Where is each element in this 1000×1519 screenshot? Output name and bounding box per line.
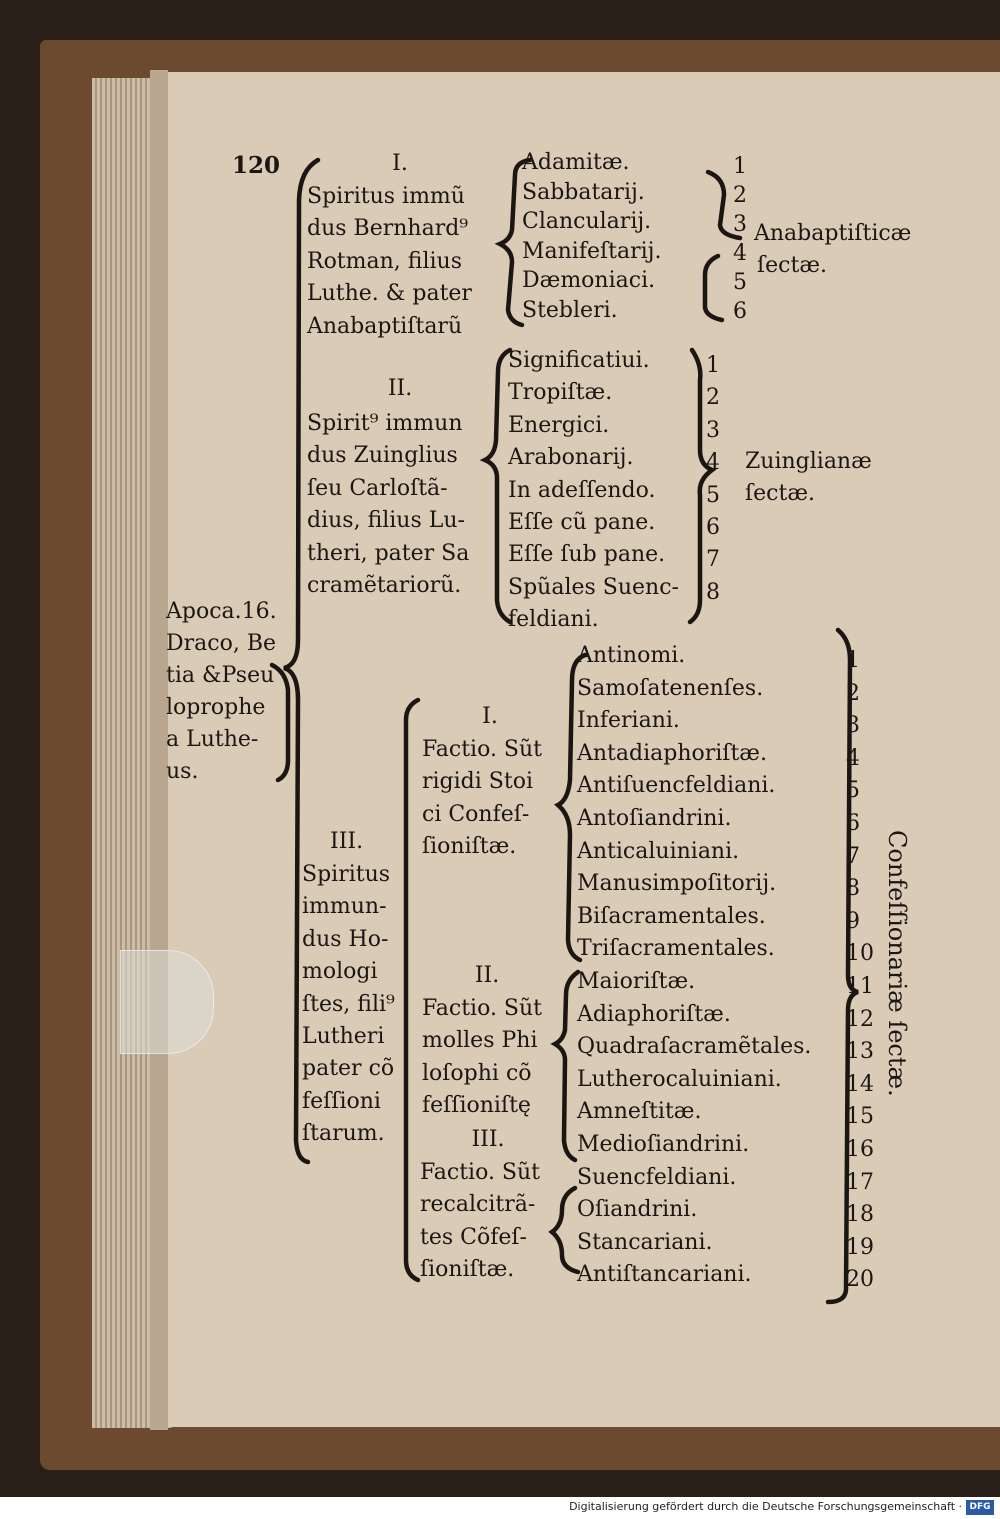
sect3-number: 3: [846, 713, 860, 739]
sect3-number: 15: [846, 1104, 874, 1130]
sect2-num-brace: [690, 350, 712, 622]
sect1-number: 3: [733, 212, 747, 237]
sect3-number: 18: [846, 1202, 874, 1228]
sect1-line: Luthe. & pater: [307, 281, 472, 307]
sect1-num-brace-2: [705, 256, 722, 320]
factio2-heading: II.: [474, 963, 500, 988]
factio3-heading: III.: [471, 1127, 505, 1152]
sect1-item: Manifeſtarij.: [522, 238, 662, 264]
sect3-number: 5: [846, 778, 860, 804]
sect3-number: 16: [846, 1136, 874, 1162]
sect2-line: ſeu Carloſtã-: [307, 475, 448, 501]
sect3-item: Manusimpoſitorij.: [577, 871, 777, 897]
margin-note-line: tia &Pseu: [166, 663, 275, 688]
sect3-number: 1: [846, 648, 860, 673]
sect2-number: 4: [706, 450, 720, 476]
sect3-item: Antiſuencfeldiani.: [577, 773, 776, 799]
sect3-heading: III.: [330, 829, 364, 854]
factio2-line: Factio. Sũt: [422, 996, 543, 1021]
plastic-clip: [120, 950, 214, 1054]
sect3-number: 6: [846, 810, 860, 836]
sect3-number: 2: [846, 680, 860, 706]
sect3-item: Medioſiandrini.: [577, 1131, 750, 1157]
sect2-label-2: ſectæ.: [745, 481, 815, 506]
sect1-number: 1: [733, 154, 747, 179]
sect1-item: Dæmoniaci.: [522, 268, 656, 293]
main-bracket: [284, 160, 318, 1162]
margin-note-line: Draco, Be: [166, 631, 277, 656]
sect3-item: Maioriſtæ.: [577, 968, 696, 994]
sect2-number: 8: [706, 579, 720, 605]
sect1-brace: [500, 160, 530, 325]
sect3-line: Spiritus: [302, 862, 391, 887]
sect2-item: Eſſe cũ pane.: [508, 510, 656, 536]
footer-credit: Digitalisierung gefördert durch die Deutsche Forschungsgemeinschaft ·: [569, 1500, 962, 1513]
sect1-label-1: Anabaptiſticæ: [754, 221, 912, 246]
sect3-number: 4: [846, 745, 860, 771]
sect3-item: Antinomi.: [577, 643, 686, 668]
sect2-item: Significatiui.: [508, 348, 650, 373]
sect2-item: Spũales Suenc-: [508, 574, 679, 600]
sect3-item: Antoſiandrini.: [577, 805, 732, 831]
factio2-line: feſſioniſtę: [422, 1093, 531, 1119]
sect3-number: 8: [846, 876, 860, 902]
sect3-number: 20: [846, 1267, 874, 1293]
sect2-line: dius, filius Lu-: [307, 508, 465, 534]
sect3-number: 19: [846, 1234, 874, 1260]
sect1-label-2: ſectæ.: [757, 253, 827, 278]
factio1-heading: I.: [482, 704, 498, 729]
sect2-number: 5: [706, 482, 720, 508]
page-number: 120: [232, 152, 281, 179]
sect3-line: ſtarum.: [302, 1121, 385, 1147]
sect3-item: Amneſtitæ.: [577, 1099, 702, 1125]
factio1-line: ſioniſtæ.: [422, 834, 517, 860]
factio3-brace: [552, 1188, 578, 1272]
sect1-heading: I.: [392, 151, 408, 176]
sect3-number: 7: [846, 843, 860, 869]
sect2-number: 1: [706, 353, 720, 378]
sect1-number: 4: [733, 241, 747, 266]
sect2-item: feldiani.: [508, 607, 599, 633]
factio1-brace: [558, 655, 585, 960]
sect3-item: Biſacramentales.: [577, 903, 766, 929]
sect3-item: Antiſtancariani.: [577, 1262, 752, 1288]
sect3-line: immun-: [302, 894, 387, 920]
sect3-item: Stancariani.: [577, 1229, 713, 1255]
sect3-item: Lutherocaluiniani.: [577, 1066, 782, 1092]
sect3-number: 11: [846, 973, 874, 999]
sect2-line: cramẽtariorũ.: [307, 573, 462, 599]
sect1-item: Sabbatarij.: [522, 179, 645, 205]
sect2-heading: II.: [387, 376, 413, 401]
footer: [0, 1497, 1000, 1519]
sect2-line: Spirit⁹ immun: [307, 411, 463, 436]
sect1-line: Anabaptiſtarũ: [307, 313, 463, 339]
factio2-brace: [555, 972, 578, 1160]
sect2-item: Energici.: [508, 412, 610, 438]
sect3-number: 13: [846, 1039, 874, 1065]
sect3-item: Anticaluiniani.: [577, 838, 740, 864]
sect1-number: 6: [733, 299, 747, 324]
margin-brace: [272, 665, 288, 780]
dfg-logo: DFG: [966, 1500, 994, 1515]
sect3-line: Lutheri: [302, 1024, 385, 1050]
sect3-line: pater cõ: [302, 1056, 395, 1082]
sect3-item: Inferiani.: [577, 708, 680, 734]
factio3-line: recalcitrã-: [420, 1192, 536, 1218]
factio3-line: ſioniſtæ.: [420, 1257, 515, 1283]
sect1-item: Adamitæ.: [522, 150, 630, 175]
factio1-line: rigidi Stoi: [422, 769, 533, 795]
sect3-item: Samoſatenenſes.: [577, 675, 764, 701]
factio2-line: loſophi cõ: [422, 1060, 532, 1086]
sect3-line: mologi: [302, 959, 378, 985]
sect2-line: dus Zuinglius: [307, 443, 458, 469]
vertical-label-text: Confeſſionariæ ſectæ.: [883, 830, 911, 1097]
sect1-number: 5: [733, 270, 747, 295]
factio1-line: ci Confeſ-: [422, 801, 530, 827]
sect1-line: Spiritus immũ: [307, 184, 465, 209]
sect3-item: Adiaphoriſtæ.: [577, 1001, 731, 1027]
sect3-item: Suencfeldiani.: [577, 1164, 737, 1190]
sect3-item: Quadraſacramẽtales.: [577, 1034, 812, 1060]
sect3-line: feſſioni: [302, 1088, 381, 1114]
factio1-line: Factio. Sũt: [422, 737, 543, 762]
sect1-num-brace-1: [708, 172, 740, 238]
sect2-number: 6: [706, 515, 720, 541]
sect3-number: 9: [846, 908, 860, 934]
sect1-item: Stebleri.: [522, 297, 618, 323]
sect2-item: In adeſſendo.: [508, 477, 656, 503]
sect3-number: 14: [846, 1071, 874, 1097]
sect1-line: Rotman, filius: [307, 248, 462, 274]
sect3-line: ſtes, fili⁹: [302, 991, 395, 1017]
factio3-line: Factio. Sũt: [420, 1160, 541, 1185]
sect3-item: Oſiandrini.: [577, 1197, 698, 1223]
sect1-item: Clancularij.: [522, 209, 652, 234]
sect2-number: 2: [706, 385, 720, 411]
sect3-number: 10: [846, 941, 874, 967]
sect2-item: Eſſe ſub pane.: [508, 542, 666, 568]
sect3-item: Triſacramentales.: [577, 936, 775, 962]
sect2-number: 3: [706, 417, 720, 443]
margin-note-line: Apoca.16.: [166, 599, 277, 624]
factio2-line: molles Phi: [422, 1028, 538, 1054]
sect2-item: Arabonarij.: [508, 445, 634, 471]
sect3-num-bracket: [828, 630, 858, 1302]
sect1-number: 2: [733, 183, 747, 208]
sect2-number: 7: [706, 547, 720, 573]
sect3-number: 17: [846, 1169, 874, 1195]
margin-note-line: a Luthe-: [166, 727, 259, 752]
sect3-line: dus Ho-: [302, 926, 389, 952]
margin-note-line: us.: [166, 759, 199, 784]
sect2-label-1: Zuinglianæ: [745, 449, 872, 474]
sect2-item: Tropiſtæ.: [508, 380, 613, 406]
sect3-number: 12: [846, 1006, 874, 1032]
sect3-item: Antadiaphoriſtæ.: [577, 740, 767, 766]
margin-note-line: loprophe: [166, 695, 266, 720]
sect2-line: theri, pater Sa: [307, 540, 470, 566]
sect2-brace: [485, 350, 510, 622]
factio-bracket: [406, 700, 418, 1280]
factio3-line: tes Cõfeſ-: [420, 1224, 527, 1250]
sect1-line: dus Bernhard⁹: [307, 216, 469, 242]
